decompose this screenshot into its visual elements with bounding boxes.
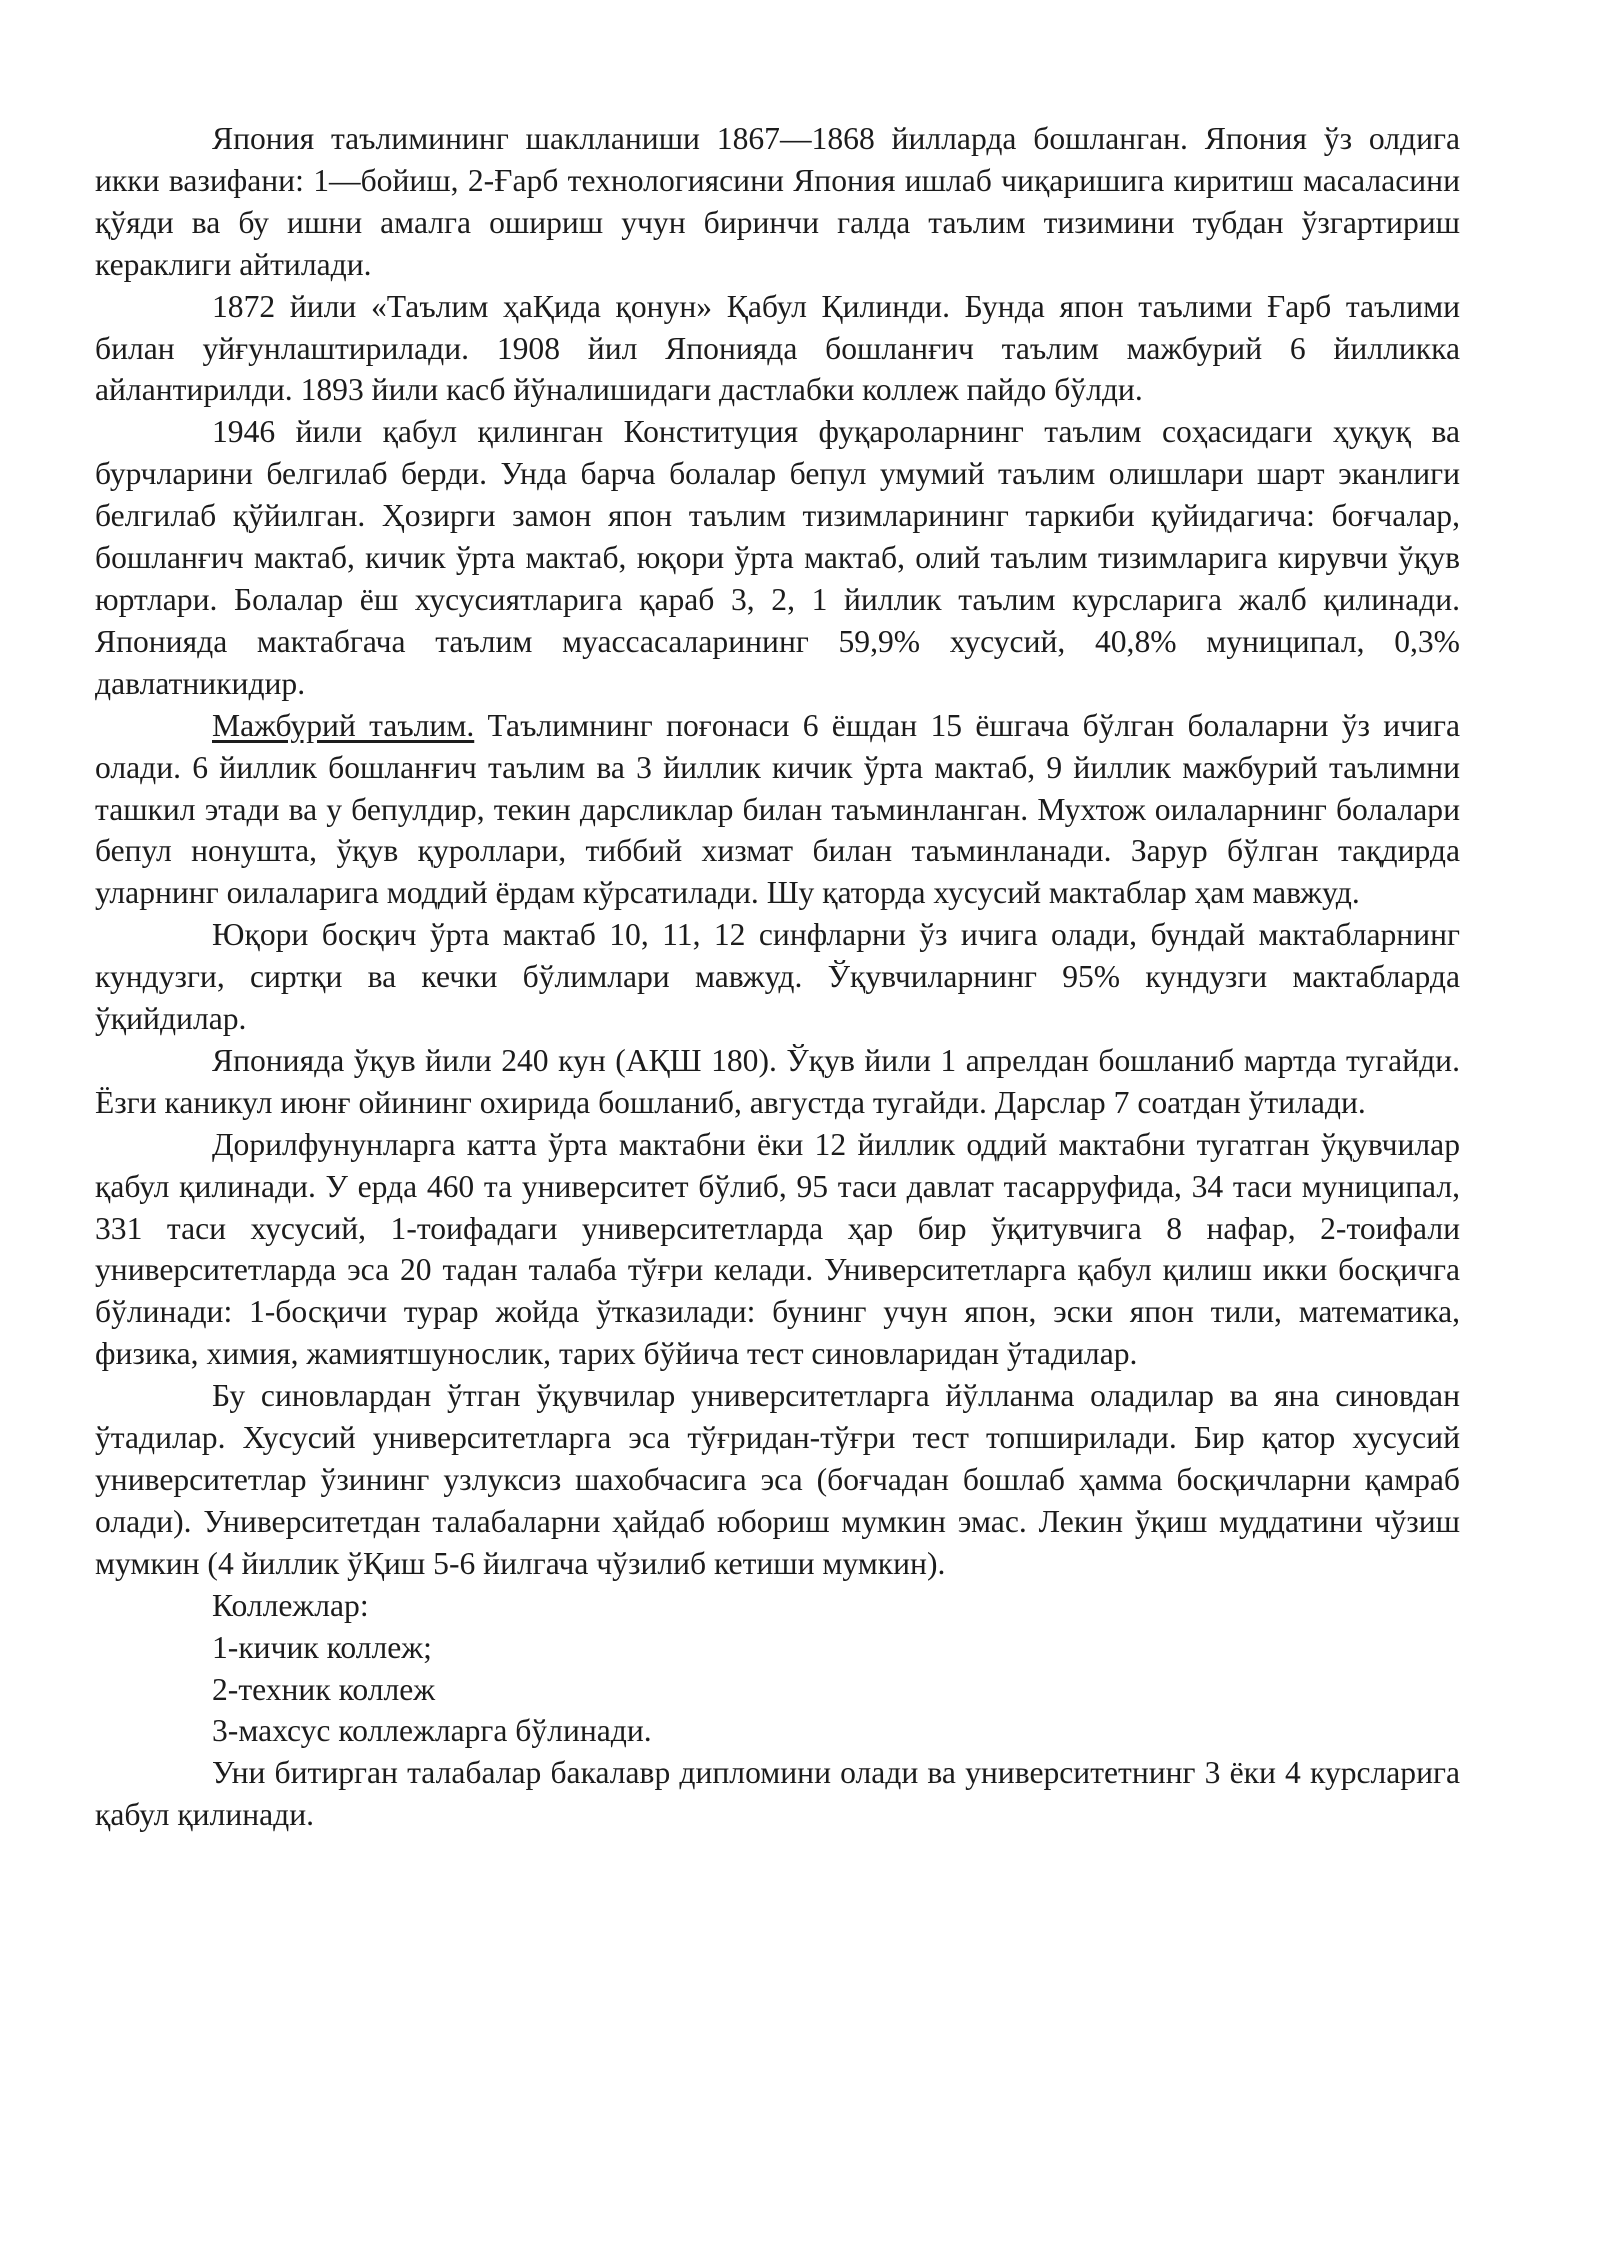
- paragraph-constitution-1946: 1946 йили қабул қилинган Конституция фуқароларнинг таълим соҳасидаги ҳуқуқ ва бурчларини белгилаб берди. Унда барча болалар бепул умумий таълим олишлари шарт эканлиги белгилаб қўйилган. Ҳозирги замон япон таълим тизимларининг таркиби қуйидагича: боғчалар, бошланғич мактаб, кичик ўрта мактаб, юқори ўрта мактаб, олий таълим тизимларига кирувчи ўқув юртлари. Болалар ёш хусусиятларига қараб 3, 2, 1 йиллик таълим курсларига жалб қилинади. Японияда мактабгача таълим муассасаларининг 59,9% хусусий, 40,8% муниципал, 0,3% давлатникидир.: [95, 414, 1460, 701]
- colleges-list-item: 2-техник коллеж: [212, 1671, 436, 1707]
- compulsory-education-heading: Мажбурий таълим.: [212, 707, 475, 743]
- colleges-list-item: 1-кичик коллеж;: [212, 1629, 432, 1665]
- paragraph-graduates: Уни битирган талабалар бакалавр дипломини олади ва университетнинг 3 ёки 4 курсларига қабул қилинади.: [95, 1755, 1460, 1833]
- paragraph-education-origins: Япония таълимининг шаклланиши 1867—1868 йилларда бошланган. Япония ўз олдига икки вазифани: 1—бойиш, 2-Ғарб технологиясини Япония ишлаб чиқаришига киритиш масаласини қўяди ва бу ишни амалга ошириш учун биринчи галда таълим тизимини тубдан ўзгартириш кераклиги айтилади.: [95, 121, 1460, 282]
- colleges-heading: Коллежлар:: [212, 1587, 369, 1623]
- compulsory-education-text: Таълимнинг поғонаси 6 ёшдан 15 ёшгача бўлган болаларни ўз ичига олади. 6 йиллик бошланғич таълим ва 3 йиллик кичик ўрта мактаб, 9 йиллик мажбурий таълимни ташкил этади ва у бепулдир, текин дарсликлар билан таъминланган. Мухтож оилаларнинг болалари бепул нонушта, ўқув қуроллари, тиббий хизмат билан таъминланади. Зарур бўлган тақдирда уларнинг оилаларига моддий ёрдам кўрсатилади. Шу қаторда хусусий мактаблар ҳам мавжуд.: [95, 707, 1460, 911]
- colleges-list-item: 3-махсус коллежларга бўлинади.: [212, 1713, 652, 1749]
- paragraph-education-law-1872: 1872 йили «Таълим ҳаҚида қонун» Қабул Қилинди. Бунда япон таълими Ғарб таълими билан уйғунлаштирилади. 1908 йил Японияда бошланғич таълим мажбурий 6 йилликка айлантирилди. 1893 йили касб йўналишидаги дастлабки коллеж пайдо бўлди.: [95, 288, 1460, 408]
- document-page: [95, 118, 1460, 1836]
- paragraph-university-admission: Бу синовлардан ўтган ўқувчилар университетларга йўлланма оладилар ва яна синовдан ўтадилар. Хусусий университетларга эса тўғридан-тўғри тест топширилади. Бир қатор хусусий университетлар ўзининг узлуксиз шахобчасига эса (боғчадан бошлаб ҳамма босқичларни қамраб олади). Университетдан талабаларни ҳайдаб юбориш мумкин эмас. Лекин ўқиш муддатини чўзиш мумкин (4 йиллик ўҚиш 5-6 йилгача чўзилиб кетиши мумкин).: [95, 1378, 1460, 1581]
- paragraph-upper-secondary: Юқори босқич ўрта мактаб 10, 11, 12 синфларни ўз ичига олади, бундай мактабларнинг кундузги, сиртқи ва кечки бўлимлари мавжуд. Ўқувчиларнинг 95% кундузги мактабларда ўқийдилар.: [95, 917, 1460, 1037]
- paragraph-universities: Дорилфунунларга катта ўрта мактабни ёки 12 йиллик оддий мактабни тугатган ўқувчилар қабул қилинади. У ерда 460 та университет бўлиб, 95 таси давлат тасарруфида, 34 таси муниципал, 331 таси хусусий, 1-тоифадаги университетларда ҳар бир ўқитувчига 8 нафар, 2-тоифали университетларда эса 20 тадан талаба тўғри келади. Университетларга қабул қилиш икки босқичга бўлинади: 1-босқичи турар жойда ўтказилади: бунинг учун япон, эски япон тили, математика, физика, химия, жамиятшунослик, тарих бўйича тест синовларидан ўтадилар.: [95, 1126, 1460, 1372]
- paragraph-school-year: Японияда ўқув йили 240 кун (АҚШ 180). Ўқув йили 1 апрелдан бошланиб мартда тугайди. Ёзги каникул июнғ ойининг охирида бошланиб, августда тугайди. Дарслар 7 соатдан ўтилади.: [95, 1042, 1460, 1120]
- paragraph-compulsory-education: [95, 705, 1460, 915]
